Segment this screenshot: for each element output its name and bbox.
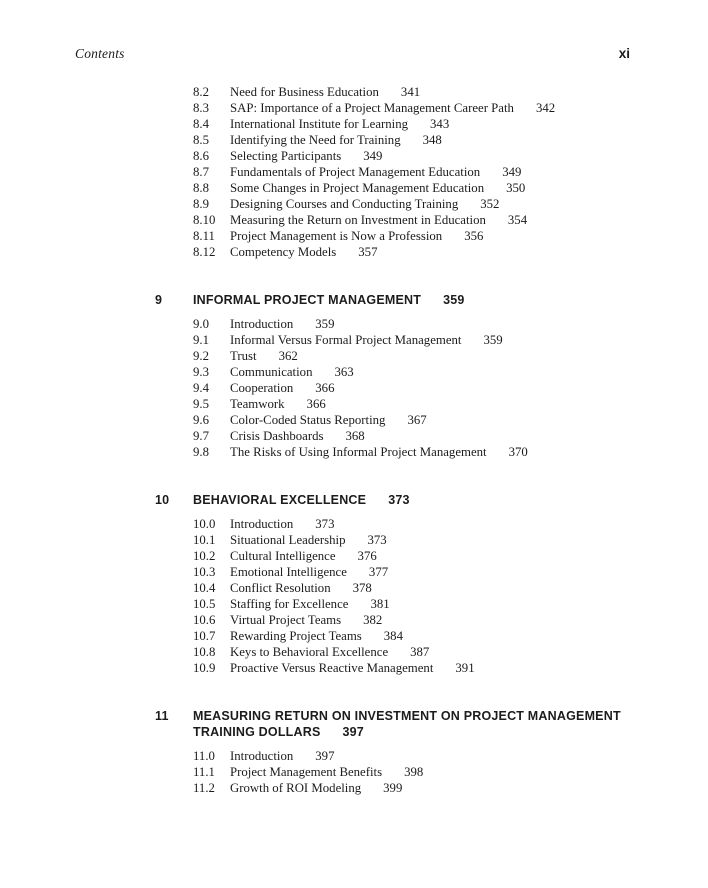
entry-page: 373	[315, 517, 335, 531]
entry-page: 357	[358, 245, 378, 259]
toc-entry	[193, 532, 678, 548]
entry-number: 8.8	[193, 181, 209, 195]
entry-title: Staffing for Excellence	[230, 597, 349, 611]
entry-page: 342	[535, 101, 556, 115]
chapter-title-block	[193, 292, 465, 308]
entry-page: 359	[483, 333, 503, 347]
chapter-heading	[155, 292, 678, 308]
entry-page: 368	[345, 429, 365, 443]
entry-page: 366	[306, 397, 326, 411]
entry-number: 8.5	[193, 133, 209, 147]
entry-page: 376	[357, 549, 377, 563]
toc-entry	[193, 564, 678, 580]
section-items	[193, 748, 678, 796]
entry-title: Informal Versus Formal Project Management	[230, 333, 462, 347]
toc-entry	[193, 364, 678, 380]
toc-entry	[193, 412, 678, 428]
toc-entry	[193, 644, 678, 660]
entry-page: 391	[455, 661, 475, 675]
toc-entry	[193, 316, 678, 332]
page-number-folio: xi	[618, 46, 630, 61]
toc-section	[155, 292, 678, 460]
entry-number: 9.4	[193, 381, 209, 395]
entry-number: 9.3	[193, 365, 209, 379]
entry-page: 381	[370, 597, 390, 611]
toc-entry	[193, 148, 678, 164]
toc-entry	[193, 84, 678, 100]
entry-number: 8.9	[193, 197, 209, 211]
entry-page: 378	[352, 581, 372, 595]
entry-title: International Institute for Learning	[230, 117, 409, 131]
entry-title: Fundamentals of Project Management Education	[230, 165, 481, 179]
chapter-title: MEASURING RETURN ON INVESTMENT ON PROJECT MANAGEMENT TRAINING DOLLARS	[193, 709, 621, 739]
entry-number: 10.8	[193, 645, 216, 659]
toc-section	[155, 492, 678, 676]
entry-title: Rewarding Project Teams	[230, 629, 362, 643]
entry-page: 350	[506, 181, 526, 195]
entry-title: Trust	[230, 349, 257, 363]
entry-number: 10.4	[193, 581, 216, 595]
entry-page: 387	[410, 645, 430, 659]
toc-entry	[193, 748, 678, 764]
entry-title: Introduction	[230, 749, 294, 763]
entry-page: 370	[508, 445, 528, 459]
entry-title: Virtual Project Teams	[230, 613, 342, 627]
toc-entry	[193, 164, 678, 180]
chapter-number: 10	[155, 493, 170, 507]
toc-entry	[193, 228, 678, 244]
entry-number: 9.2	[193, 349, 209, 363]
entry-title: Need for Business Education	[230, 85, 379, 99]
toc-entry	[193, 516, 678, 532]
chapter-page: 397	[342, 725, 364, 739]
entry-number: 8.4	[193, 117, 209, 131]
entry-number: 8.2	[193, 85, 209, 99]
entry-number: 10.2	[193, 549, 216, 563]
entry-page: 348	[422, 133, 442, 147]
entry-title: Measuring the Return on Investment in Education	[230, 213, 486, 227]
entry-page: 397	[315, 749, 335, 763]
toc-entry	[193, 548, 678, 564]
entry-title: Designing Courses and Conducting Training	[230, 197, 459, 211]
entry-page: 384	[383, 629, 403, 643]
entry-number: 10.3	[193, 565, 216, 579]
toc-entry	[193, 332, 678, 348]
entry-page: 398	[404, 765, 424, 779]
toc-entry	[193, 428, 678, 444]
entry-page: 343	[430, 117, 450, 131]
entry-page: 349	[363, 149, 383, 163]
entry-number: 9.6	[193, 413, 209, 427]
entry-title: Conflict Resolution	[230, 581, 331, 595]
entry-title: Some Changes in Project Management Education	[230, 181, 485, 195]
running-header-title: Contents	[75, 46, 125, 61]
toc-entry	[193, 196, 678, 212]
chapter-number: 11	[155, 709, 169, 723]
entry-page: 356	[464, 229, 484, 243]
entry-number: 11.1	[193, 765, 215, 779]
entry-number: 8.7	[193, 165, 209, 179]
toc-entry	[193, 132, 678, 148]
entry-page: 341	[400, 85, 421, 99]
entry-number: 8.11	[193, 229, 215, 243]
entry-number: 11.2	[193, 781, 215, 795]
section-items	[193, 316, 678, 460]
toc-section	[155, 84, 678, 260]
toc-entry	[193, 660, 678, 676]
chapter-page: 373	[388, 493, 410, 507]
toc-section	[155, 708, 678, 796]
entry-title: The Risks of Using Informal Project Management	[230, 445, 487, 459]
entry-title: Cultural Intelligence	[230, 549, 336, 563]
entry-title: Identifying the Need for Training	[230, 133, 401, 147]
entry-page: 377	[368, 565, 389, 579]
entry-title: Competency Models	[230, 245, 337, 259]
entry-title: Emotional Intelligence	[230, 565, 347, 579]
running-header	[75, 46, 630, 62]
toc-entry	[193, 764, 678, 780]
entry-number: 8.10	[193, 213, 216, 227]
chapter-number: 9	[155, 293, 163, 307]
entry-title: Cooperation	[230, 381, 294, 395]
entry-title: Keys to Behavioral Excellence	[230, 645, 389, 659]
toc-entry	[193, 100, 678, 116]
chapter-page: 359	[443, 293, 465, 307]
toc-entry	[193, 780, 678, 796]
entry-title: Project Management Benefits	[230, 765, 383, 779]
entry-number: 9.7	[193, 429, 209, 443]
entry-number: 10.5	[193, 597, 216, 611]
toc-entry	[193, 628, 678, 644]
entry-page: 366	[315, 381, 335, 395]
entry-number: 9.5	[193, 397, 209, 411]
entry-title: Teamwork	[230, 397, 285, 411]
entry-page: 352	[480, 197, 500, 211]
entry-title: Project Management is Now a Profession	[230, 229, 443, 243]
entry-number: 9.8	[193, 445, 209, 459]
entry-number: 11.0	[193, 749, 215, 763]
toc-entry	[193, 244, 678, 260]
entry-title: Selecting Participants	[230, 149, 342, 163]
entry-title: Situational Leadership	[230, 533, 346, 547]
entry-number: 10.1	[193, 533, 216, 547]
entry-title: Crisis Dashboards	[230, 429, 324, 443]
entry-number: 10.6	[193, 613, 216, 627]
chapter-title: BEHAVIORAL EXCELLENCE	[193, 493, 367, 507]
entry-title: SAP: Importance of a Project Management Career Path	[230, 101, 514, 115]
entry-page: 363	[334, 365, 354, 379]
toc-entry	[193, 116, 678, 132]
chapter-title: INFORMAL PROJECT MANAGEMENT	[193, 293, 422, 307]
entry-number: 10.0	[193, 517, 216, 531]
entry-page: 382	[363, 613, 383, 627]
entry-number: 9.0	[193, 317, 209, 331]
chapter-heading	[155, 708, 678, 740]
toc-entry	[193, 596, 678, 612]
chapter-title-block	[193, 492, 410, 508]
entry-page: 359	[315, 317, 335, 331]
entry-title: Introduction	[230, 317, 294, 331]
entry-page: 354	[507, 213, 528, 227]
entry-title: Color-Coded Status Reporting	[230, 413, 386, 427]
section-items	[193, 516, 678, 676]
entry-number: 8.6	[193, 149, 209, 163]
entry-number: 9.1	[193, 333, 209, 347]
toc-entry	[193, 444, 678, 460]
entry-number: 10.7	[193, 629, 216, 643]
entry-page: 373	[367, 533, 387, 547]
entry-number: 8.12	[193, 245, 216, 259]
toc-entry	[193, 396, 678, 412]
entry-number: 10.9	[193, 661, 216, 675]
entry-title: Proactive Versus Reactive Management	[230, 661, 434, 675]
toc-entry	[193, 348, 678, 364]
entry-page: 367	[407, 413, 427, 427]
entry-title: Growth of ROI Modeling	[230, 781, 362, 795]
chapter-title-block	[193, 708, 621, 740]
toc-entry	[193, 380, 678, 396]
toc-entry	[193, 580, 678, 596]
entry-title: Introduction	[230, 517, 294, 531]
entry-page: 399	[383, 781, 403, 795]
entry-number: 8.3	[193, 101, 209, 115]
toc-sections	[155, 84, 678, 796]
toc-entry	[193, 180, 678, 196]
chapter-heading	[155, 492, 678, 508]
section-items	[193, 84, 678, 260]
entry-page: 362	[278, 349, 298, 363]
entry-title: Communication	[230, 365, 313, 379]
toc-entry	[193, 212, 678, 228]
entry-page: 349	[502, 165, 522, 179]
toc-entry	[193, 612, 678, 628]
